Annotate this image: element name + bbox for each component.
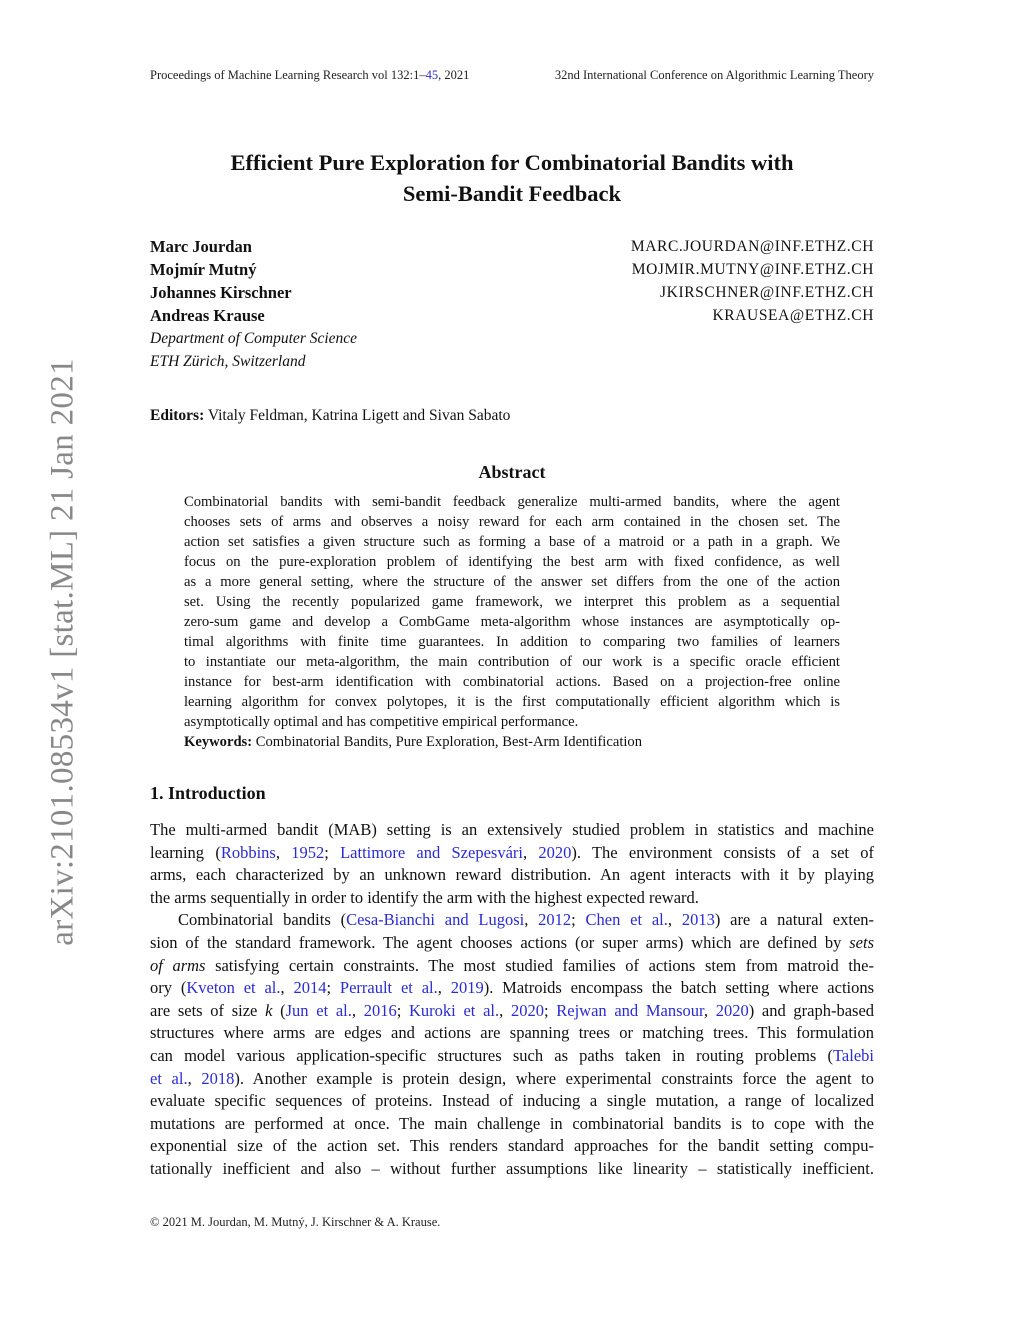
citation-link[interactable]: Rejwan and Mansour [556,1000,704,1020]
editors-label: Editors: [150,407,205,424]
arxiv-identifier: arXiv:2101.08534v1 [stat.ML] 21 Jan 2021 [44,358,81,946]
author-block [150,235,874,373]
author-email: MOJMIR.MUTNY@INF.ETHZ.CH [631,261,874,278]
editors-line [150,407,874,425]
author-name: Johannes Kirschner [150,283,292,302]
citation-link[interactable]: 2020 [510,1000,544,1020]
citation-link[interactable]: 2020 [538,842,572,862]
editors-names: Vitaly Feldman, Katrina Ligett and Sivan Sabato [207,407,511,424]
citation-link[interactable]: Chen et al. [585,910,668,930]
citation-link[interactable]: Kveton et al. [186,978,281,998]
keywords-list: Combinatorial Bandits, Pure Exploration, Best-Arm Identification [255,734,643,750]
citation-link[interactable]: Perrault et al. [339,978,438,998]
citation-link[interactable]: 1952 [291,842,325,862]
citation-link[interactable]: 2012 [538,910,572,930]
author-name: Marc Jourdan [150,237,252,256]
abstract-heading: Abstract [478,462,546,482]
conference-name: 32nd International Conference on Algorithmic Learning Theory [554,68,874,82]
introduction-body: The multi-armed bandit (MAB) setting is an extensively studied problem in statistics and machine learning (Robbins, 1952; Lattimore and Szepesvári, 2020). The environment consists of a set of arms, each characterized by an unknown reward distribution. An agent interacts with it by playing the arms sequentially in order to identify the arm with the highest expected reward. Combinatorial bandits (Cesa-Bianchi and Lugosi, 2012; Chen et al., 2013) are a natural exten- sion of the standard framework. The agent chooses actions (or super arms) which are defined by sets of arms satisfying certain constraints. The most studied families of actions stem from matroid the- ory (Kveton et al., 2014; Perrault et al., 2019). Matroids encompass the batch setting where actions are sets of size k (Jun et al., 2016; Kuroki et al., 2020; Rejwan and Mansour, 2020) and graph-based structures where arms are edges and actions are spanning trees or matching trees. This formulation can model various application-specific structures such as paths taken in routing problems (Talebi et al., 2018). Another example is protein design, where experimental constraints force the agent to evaluate specific sequences of proteins. Instead of inducing a single mutation, a range of localized mutations are performed at once. The main challenge in combinatorial bandits is to cope with the exponential size of the action set. This renders standard approaches for the bandit setting compu- tationally inefficient and also – without further assumptions like linearity – statistically inefficient. [150,820,875,1178]
citation-link[interactable]: Robbins [220,842,276,862]
author-name: Andreas Krause [150,306,265,325]
section-heading-introduction: 1. Introduction [150,783,266,803]
citation-link[interactable]: 2013 [681,910,715,930]
affiliation-department: Department of Computer Science [150,330,358,347]
author-row [150,258,874,281]
author-name: Mojmír Mutný [150,260,257,279]
citation-link[interactable]: Lattimore and Szepesvári [340,842,523,862]
copyright-notice: © 2021 M. Jourdan, M. Mutný, J. Kirschner & A. Krause. [150,1215,441,1229]
citation-link[interactable]: Jun et al. [285,1000,352,1020]
author-email: JKIRSCHNER@INF.ETHZ.CH [660,284,874,301]
paper-title: Efficient Pure Exploration for Combinatorial Bandits with Semi-Bandit Feedback [230,150,794,206]
author-row [150,304,874,327]
keywords-line [184,734,840,751]
keywords-label: Keywords: [184,734,253,750]
citation-link[interactable]: et al. [150,1068,188,1088]
citation-link[interactable]: 2020 [715,1000,749,1020]
page-range-link[interactable]: 45 [425,68,439,82]
author-email: MARC.JOURDAN@INF.ETHZ.CH [630,238,874,255]
citation-link[interactable]: 2014 [293,978,327,998]
citation-link[interactable]: 2019 [450,978,484,998]
affiliation-institution: ETH Zürich, Switzerland [150,353,306,370]
author-row [150,281,874,304]
citation-link[interactable]: Talebi [833,1045,874,1065]
author-row [150,235,874,258]
citation-link[interactable]: 2016 [363,1000,397,1020]
citation-link[interactable]: 2018 [201,1068,235,1088]
abstract-text: Combinatorial bandits with semi-bandit feedback generalize multi-armed bandits, where the agent chooses sets of arms and observes a noisy reward for each arm contained in the chosen set. The action set satisfies a given structure such as forming a base of a matroid or a path in a graph. We focus on the pure-exploration problem of identifying the best arm with fixed confidence, as well as a more general setting, where the structure of the answer set differs from the one of the action set. Using the recently popularized game framework, we interpret this problem as a sequential zero-sum game and develop a CombGame meta-algorithm whose instances are asymptotically op- timal algorithms with finite time guarantees. In addition to comparing two families of learners to instantiate our meta-algorithm, the main contribution of our work is a specific oracle efficient instance for best-arm identification with combinatorial actions. Based on a projection-free online learning algorithm for convex polytopes, it is the first computationally efficient algorithm which is asymptotically optimal and has competitive empirical performance. [184,494,840,730]
author-email: KRAUSEA@ETHZ.CH [712,307,874,324]
citation-link[interactable]: Cesa-Bianchi and Lugosi [346,910,525,930]
citation-link[interactable]: Kuroki et al. [409,1000,500,1020]
proceedings-info: Proceedings of Machine Learning Research vol 132:1–45, 2021 [150,68,470,82]
